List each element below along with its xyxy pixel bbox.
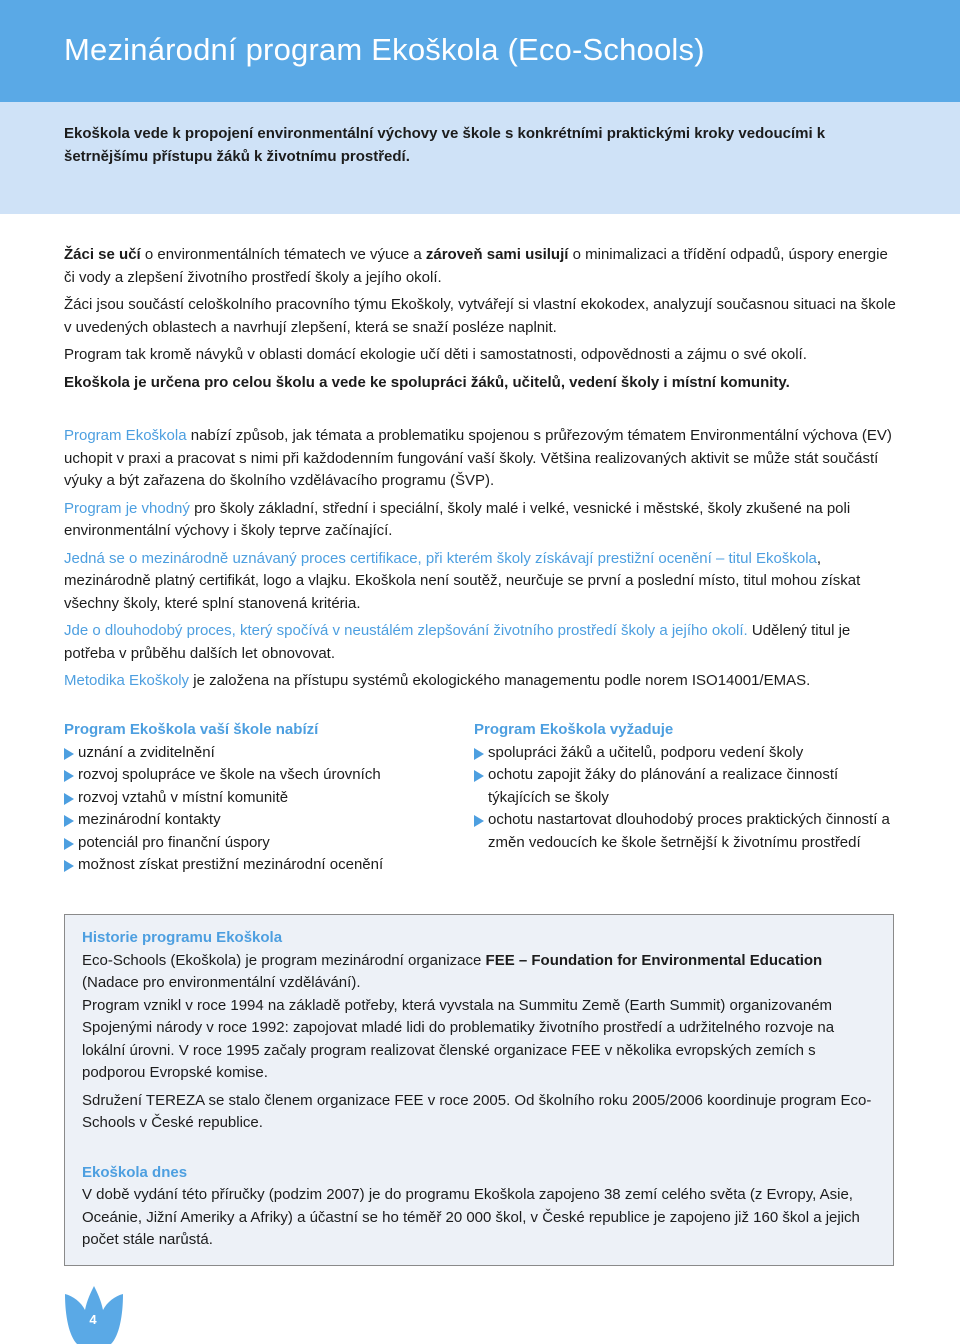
list-item: spolupráci žáků a učitelů, podporu vedení školy bbox=[474, 742, 894, 765]
intro-paragraph-4: Ekoškola je určena pro celou školu a vede ke spolupráci žáků, učitelů, vedení školy i místní komunity. bbox=[64, 373, 790, 391]
feature-lead-5: Metodika Ekoškoly bbox=[64, 672, 190, 689]
fee-name: FEE – Foundation for Environmental Education bbox=[485, 951, 823, 969]
history-paragraph-3: Sdružení TEREZA se stalo členem organizace FEE v roce 2005. Od školního roku 2005/2006 koordinuje program Eco-Schools v České republice. bbox=[82, 1091, 872, 1131]
arrow-bullet-icon bbox=[474, 748, 484, 760]
feature-text-4: Udělený titul je potřeba v průběhu dalších let obnovovat. bbox=[64, 622, 851, 662]
arrow-bullet-icon bbox=[64, 860, 74, 872]
requires-list bbox=[474, 742, 894, 855]
feature-paragraph-4 bbox=[64, 620, 899, 665]
history-box-content bbox=[82, 927, 877, 1252]
title-bar bbox=[0, 0, 960, 102]
feature-paragraph-5 bbox=[64, 670, 899, 693]
intro-paragraph-2: Žáci jsou součástí celoškolního pracovního týmu Ekoškoly, vytvářejí si vlastní ekokodex, analyzují současnou situaci na škole v uvedených oblastech a navrhují zlepšení, která se snaží posléze naplnit. bbox=[64, 296, 896, 336]
list-item: rozvoj spolupráce ve škole na všech úrovních bbox=[64, 764, 444, 787]
features-section bbox=[64, 425, 899, 698]
arrow-bullet-icon bbox=[64, 815, 74, 827]
feature-paragraph-3 bbox=[64, 548, 899, 616]
arrow-bullet-icon bbox=[64, 838, 74, 850]
history-paragraph-2: Program vznikl v roce 1994 na základě potřeby, která vyvstala na Summitu Země (Earth Summit) organizovaném Spojenými národy v roce 1992: zapojovat mladé lidi do problematiky životního prostředí a udržitelného rozvoje na lokální úrovni. V roce 1995 začaly program realizovat členské organizace FEE v několika evropských zemích s podporou Evropské komise. bbox=[82, 996, 835, 1081]
history-box bbox=[64, 914, 894, 1266]
intro-section bbox=[64, 244, 899, 399]
feature-lead-3: Jedná se o mezinárodně uznávaný proces certifikace, při kterém školy získávají prestižní ocenění – titul Ekoškola bbox=[64, 549, 817, 567]
list-item: uznání a zviditelnění bbox=[64, 742, 444, 765]
intro-text-2: o minimalizaci a třídění odpadů, úspory energie či vody a zlepšení životního prostředí školy a jejího okolí. bbox=[64, 246, 888, 286]
lead-band bbox=[0, 102, 960, 214]
feature-paragraph-1 bbox=[64, 425, 899, 493]
feature-lead-4: Jde o dlouhodobý proces, který spočívá v neustálém zlepšování životního prostředí školy a jejího okolí. bbox=[64, 622, 748, 639]
arrow-bullet-icon bbox=[474, 815, 484, 827]
list-item: rozvoj vztahů v místní komunitě bbox=[64, 787, 444, 810]
feature-lead-2b: je vhodný bbox=[125, 499, 190, 517]
page-title: Mezinárodní program Ekoškola (Eco-Schools) bbox=[64, 32, 705, 67]
intro-paragraph-3: Program tak kromě návyků v oblasti domácí ekologie učí děti i samostatnosti, odpovědnosti a zájmu o své okolí. bbox=[64, 346, 807, 363]
feature-lead-2a: Program bbox=[64, 499, 126, 517]
intro-text-1: o environmentálních tématech ve výuce a bbox=[140, 246, 426, 263]
list-item: potenciál pro finanční úspory bbox=[64, 832, 444, 855]
arrow-bullet-icon bbox=[64, 748, 74, 760]
offers-column bbox=[64, 719, 444, 877]
arrow-bullet-icon bbox=[474, 770, 484, 782]
arrow-bullet-icon bbox=[64, 793, 74, 805]
feature-text-5: je založena na přístupu systémů ekologického managementu podle norem ISO14001/EMAS. bbox=[189, 672, 811, 689]
arrow-bullet-icon bbox=[64, 770, 74, 782]
page-number: 4 bbox=[89, 1312, 97, 1327]
offers-heading: Program Ekoškola vaší škole nabízí bbox=[64, 721, 319, 738]
lead-text: Ekoškola vede k propojení environmentální výchovy ve škole s konkrétními praktickými kroky vedoucími k šetrnějšímu přístupu žáků k životnímu prostředí. bbox=[64, 125, 826, 165]
feature-text-3: , mezinárodně platný certifikát, logo a vlajku. Ekoškola není soutěž, neurčuje se první a poslední místo, titul mohou získat všechny školy, které splní stanovená kritéria. bbox=[64, 549, 861, 612]
feature-text-2: pro školy základní, střední i speciální, školy malé i velké, vesnické i městské, školy zkušené na poli environmentální výchovy i školy teprve začínající. bbox=[64, 499, 851, 539]
history-heading: Historie programu Ekoškola bbox=[82, 929, 283, 946]
feature-lead-1: Program Ekoškola bbox=[64, 427, 187, 444]
intro-bold-2: zároveň sami usilují bbox=[425, 246, 569, 263]
list-item: možnost získat prestižní mezinárodní ocenění bbox=[64, 854, 444, 877]
intro-bold-1: Žáci se učí bbox=[64, 246, 141, 263]
feature-text-1: nabízí způsob, jak témata a problematiku spojenou s průřezovým tématem Environmentální výchova (EV) uchopit v praxi a pracovat s nimi při každodenním fungování vaší školy. Většina realizovaných aktivit se může stát součástí výuky a být zařazena do školního vzdělávacího programu (ŠVP). bbox=[64, 427, 892, 489]
offers-list bbox=[64, 742, 444, 877]
today-paragraph: V době vydání této příručky (podzim 2007) je do programu Ekoškola zapojeno 38 zemí celého světa (z Evropy, Asie, Oceánie, Jižní Ameriky a Afriky) a účastní se ho téměř 20 000 škol, v České republice je zapojeno již 160 škol a jejich počet stále narůstá. bbox=[82, 1186, 860, 1248]
requires-heading: Program Ekoškola vyžaduje bbox=[474, 721, 674, 738]
history-paragraph-1: Eco-Schools (Ekoškola) je program mezinárodní organizace FEE – Foundation for Environmental Education (Nadace pro environmentální vzdělávání). bbox=[82, 951, 823, 991]
today-heading: Ekoškola dnes bbox=[82, 1163, 188, 1181]
list-item: mezinárodní kontakty bbox=[64, 809, 444, 832]
feature-paragraph-2 bbox=[64, 498, 899, 543]
intro-paragraph-1 bbox=[64, 244, 899, 289]
list-item: ochotu nastartovat dlouhodobý proces praktických činností a změn vedoucích ke škole šetrnější k životnímu prostředí bbox=[474, 809, 894, 854]
list-item: ochotu zapojit žáky do plánování a realizace činností týkajících se školy bbox=[474, 764, 894, 809]
requires-column bbox=[474, 719, 894, 854]
